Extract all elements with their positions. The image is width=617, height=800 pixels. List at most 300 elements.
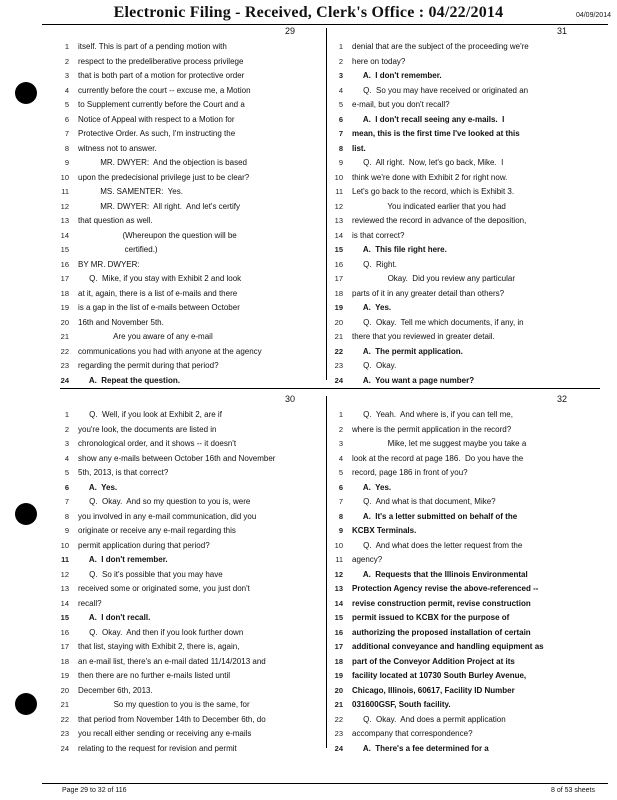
line-text: You indicated earlier that you had bbox=[352, 201, 506, 211]
line-text: regarding the permit during that period? bbox=[78, 361, 219, 370]
line-number: 8 bbox=[64, 143, 69, 153]
line-number: 5 bbox=[64, 468, 69, 477]
line-text: Protection Agency revise the above-referenced -- bbox=[352, 584, 539, 593]
transcript-line bbox=[55, 611, 317, 626]
transcript-line bbox=[55, 640, 317, 655]
line-text: witness not to answer. bbox=[78, 143, 157, 153]
line-text: an e-mail list, there's an e-mail dated 11/14/2013 and bbox=[78, 656, 266, 666]
transcript-line bbox=[55, 466, 317, 481]
line-text: facility located at 10730 South Burley Avenue, bbox=[352, 671, 527, 680]
line-number: 20 bbox=[334, 685, 343, 695]
line-number: 10 bbox=[60, 172, 69, 182]
line-number: 14 bbox=[60, 230, 69, 240]
transcript-line bbox=[329, 316, 591, 331]
line-text: A. Requests that the Illinois Environmental bbox=[352, 569, 528, 579]
transcript-line bbox=[329, 611, 591, 626]
transcript-line bbox=[329, 127, 591, 142]
transcript-line bbox=[329, 452, 591, 467]
line-text: Q. Okay. And so my question to you is, were bbox=[78, 497, 251, 506]
line-number: 18 bbox=[60, 288, 69, 298]
line-number: 19 bbox=[60, 671, 69, 680]
line-number: 19 bbox=[334, 303, 343, 312]
line-number: 12 bbox=[334, 201, 343, 211]
transcript-line bbox=[329, 640, 591, 655]
line-text: A. Yes. bbox=[352, 303, 392, 312]
line-number: 15 bbox=[334, 613, 343, 622]
line-number: 17 bbox=[334, 642, 343, 651]
line-number: 3 bbox=[338, 439, 343, 448]
line-text: think we're done with Exhibit 2 for right now. bbox=[352, 172, 508, 182]
transcript-lines bbox=[55, 40, 317, 388]
transcript-line bbox=[329, 40, 591, 55]
transcript-line bbox=[329, 330, 591, 345]
transcript-line bbox=[55, 171, 317, 186]
line-number: 23 bbox=[334, 361, 343, 370]
transcript-line bbox=[55, 55, 317, 70]
transcript-page-29 bbox=[55, 26, 317, 388]
transcript-line bbox=[55, 408, 317, 423]
line-text: Q. And what is that document, Mike? bbox=[352, 497, 496, 506]
line-number: 8 bbox=[338, 511, 343, 521]
line-text: that period from November 14th to December 6th, do bbox=[78, 714, 266, 724]
transcript-line bbox=[55, 713, 317, 728]
line-number: 13 bbox=[334, 216, 343, 225]
line-text: Notice of Appeal with respect to a Motion for bbox=[78, 114, 235, 124]
line-number: 1 bbox=[64, 410, 69, 419]
line-text: you're look, the documents are listed in bbox=[78, 424, 217, 434]
transcript-line bbox=[329, 200, 591, 215]
line-text: Q. Okay. And then if you look further down bbox=[78, 627, 244, 637]
transcript-line bbox=[55, 742, 317, 757]
line-text: currently before the court -- excuse me, a Motion bbox=[78, 85, 251, 95]
line-text: look at the record at page 186. Do you have the bbox=[352, 453, 524, 463]
line-text: Q. Well, if you look at Exhibit 2, are if bbox=[78, 410, 222, 419]
transcript-line bbox=[329, 655, 591, 670]
transcript-line bbox=[329, 408, 591, 423]
line-number: 1 bbox=[338, 42, 343, 51]
line-text: A. I don't remember. bbox=[78, 555, 168, 564]
filing-stamp-header: Electronic Filing - Received, Clerk's Office : 04/22/2014 bbox=[113, 4, 504, 21]
line-number: 18 bbox=[334, 656, 343, 666]
line-text: Q. Right. bbox=[352, 259, 397, 269]
footer-sheet-count: 8 of 53 sheets bbox=[551, 787, 595, 794]
line-number: 13 bbox=[60, 216, 69, 225]
line-text: A. It's a letter submitted on behalf of the bbox=[352, 511, 518, 521]
binder-hole bbox=[15, 503, 37, 525]
line-number: 13 bbox=[60, 584, 69, 593]
transcript-lines bbox=[55, 408, 317, 756]
transcript-line bbox=[55, 200, 317, 215]
line-number: 7 bbox=[338, 497, 343, 506]
transcript-line bbox=[329, 713, 591, 728]
line-text: show any e-mails between October 16th and November bbox=[78, 453, 276, 463]
line-text: permit application during that period? bbox=[78, 540, 210, 550]
line-text: reviewed the record in advance of the deposition, bbox=[352, 216, 527, 225]
line-text: that question as well. bbox=[78, 216, 153, 225]
transcript-line bbox=[329, 243, 591, 258]
line-text: A. You want a page number? bbox=[352, 375, 475, 385]
line-text: Q. So it's possible that you may have bbox=[78, 569, 223, 579]
line-text: Okay. Did you review any particular bbox=[352, 274, 516, 283]
transcript-line bbox=[55, 669, 317, 684]
transcript-line bbox=[55, 40, 317, 55]
line-number: 22 bbox=[60, 714, 69, 724]
transcript-line bbox=[55, 582, 317, 597]
line-text: So my question to you is the same, for bbox=[78, 700, 250, 709]
line-text: you involved in any e-mail communication, did you bbox=[78, 511, 257, 521]
line-number: 11 bbox=[61, 187, 69, 196]
line-text: KCBX Terminals. bbox=[352, 526, 417, 535]
line-text: upon the predecisional privilege just to be clear? bbox=[78, 172, 250, 182]
line-number: 9 bbox=[338, 158, 343, 167]
transcript-line bbox=[329, 345, 591, 360]
line-number: 19 bbox=[334, 671, 343, 680]
line-text: 16th and November 5th. bbox=[78, 317, 164, 327]
transcript-page-32 bbox=[329, 394, 591, 756]
line-text: Q. Okay. Tell me which documents, if any, in bbox=[352, 317, 524, 327]
transcript-line bbox=[55, 727, 317, 742]
line-number: 12 bbox=[334, 569, 343, 579]
transcript-line bbox=[329, 301, 591, 316]
line-number: 22 bbox=[60, 346, 69, 356]
transcript-line bbox=[55, 510, 317, 525]
transcript-lines bbox=[329, 408, 591, 756]
line-text: A. I don't recall seeing any e-mails. I bbox=[352, 114, 505, 124]
line-number: 24 bbox=[60, 743, 69, 753]
transcript-line bbox=[329, 258, 591, 273]
bottom-border bbox=[42, 783, 608, 784]
line-number: 24 bbox=[334, 375, 343, 385]
line-number: 5 bbox=[64, 100, 69, 109]
line-number: 5 bbox=[338, 468, 343, 477]
transcript-line bbox=[55, 98, 317, 113]
transcript-line bbox=[55, 142, 317, 157]
transcript-line bbox=[329, 437, 591, 452]
line-number: 16 bbox=[334, 259, 343, 269]
line-text: MS. SAMENTER: Yes. bbox=[78, 187, 183, 196]
line-number: 4 bbox=[64, 453, 69, 463]
line-number: 20 bbox=[334, 317, 343, 327]
line-text: December 6th, 2013. bbox=[78, 685, 153, 695]
transcript-line bbox=[329, 423, 591, 438]
line-text: Are you aware of any e-mail bbox=[78, 332, 213, 341]
transcript-line bbox=[55, 316, 317, 331]
line-text: part of the Conveyor Addition Project at its bbox=[352, 656, 515, 666]
line-number: 9 bbox=[64, 526, 69, 535]
transcript-line bbox=[55, 272, 317, 287]
line-number: 16 bbox=[60, 259, 69, 269]
binder-hole bbox=[15, 82, 37, 104]
transcript-line bbox=[55, 345, 317, 360]
column-divider-top bbox=[326, 28, 327, 380]
transcript-line bbox=[55, 185, 317, 200]
transcript-line bbox=[329, 287, 591, 302]
line-text: A. Repeat the question. bbox=[78, 375, 180, 385]
line-text: MR. DWYER: And the objection is based bbox=[78, 158, 247, 167]
line-number: 14 bbox=[334, 598, 343, 608]
transcript-line bbox=[55, 243, 317, 258]
transcript-line bbox=[55, 127, 317, 142]
line-number: 21 bbox=[334, 332, 343, 341]
line-text: A. Yes. bbox=[352, 482, 392, 492]
transcript-line bbox=[55, 69, 317, 84]
line-number: 14 bbox=[334, 230, 343, 240]
line-number: 6 bbox=[338, 114, 343, 124]
line-text: A. The permit application. bbox=[352, 346, 463, 356]
line-text: Q. So you may have received or originated an bbox=[352, 85, 529, 95]
line-text: that is both part of a motion for protective order bbox=[78, 71, 245, 80]
line-number: 15 bbox=[334, 245, 343, 254]
transcript-line bbox=[329, 553, 591, 568]
transcript-line bbox=[55, 287, 317, 302]
transcript-line bbox=[329, 69, 591, 84]
line-number: 3 bbox=[338, 71, 343, 80]
line-number: 15 bbox=[60, 613, 69, 622]
transcript-line bbox=[55, 301, 317, 316]
line-number: 6 bbox=[64, 482, 69, 492]
transcript-line bbox=[55, 655, 317, 670]
transcript-line bbox=[329, 742, 591, 757]
transcript-line bbox=[55, 539, 317, 554]
line-number: 20 bbox=[60, 685, 69, 695]
transcript-line bbox=[329, 669, 591, 684]
line-number: 13 bbox=[334, 584, 343, 593]
line-text: (Whereupon the question will be bbox=[78, 230, 237, 240]
transcript-line bbox=[329, 684, 591, 699]
transcript-line bbox=[55, 524, 317, 539]
line-text: permit issued to KCBX for the purpose of bbox=[352, 613, 510, 622]
transcript-line bbox=[55, 684, 317, 699]
transcript-line bbox=[55, 359, 317, 374]
transcript-line bbox=[329, 84, 591, 99]
transcript-line bbox=[329, 214, 591, 229]
line-number: 4 bbox=[338, 85, 343, 95]
transcript-line bbox=[329, 481, 591, 496]
line-text: Q. Mike, if you stay with Exhibit 2 and look bbox=[78, 274, 242, 283]
line-number: 2 bbox=[64, 424, 69, 434]
line-text: denial that are the subject of the proceeding we're bbox=[352, 42, 529, 51]
line-text: Q. Yeah. And where is, if you can tell me, bbox=[352, 410, 513, 419]
line-text: at it, again, there is a list of e-mails and there bbox=[78, 288, 238, 298]
line-text: is that correct? bbox=[352, 230, 405, 240]
line-text: record, page 186 in front of you? bbox=[352, 468, 468, 477]
page-number: 31 bbox=[557, 26, 568, 36]
line-text: A. Yes. bbox=[78, 482, 118, 492]
transcript-line bbox=[55, 568, 317, 583]
line-text: revise construction permit, revise construction bbox=[352, 598, 531, 608]
transcript-line bbox=[329, 568, 591, 583]
transcript-line bbox=[329, 510, 591, 525]
line-number: 14 bbox=[60, 598, 69, 608]
line-text: Let's go back to the record, which is Exhibit 3. bbox=[352, 187, 515, 196]
page-number: 30 bbox=[285, 394, 296, 404]
transcript-line bbox=[55, 84, 317, 99]
line-number: 12 bbox=[60, 201, 69, 211]
transcript-line bbox=[55, 374, 317, 389]
transcript-line bbox=[329, 597, 591, 612]
transcript-line bbox=[329, 466, 591, 481]
transcript-line bbox=[329, 229, 591, 244]
top-border bbox=[42, 24, 608, 25]
line-number: 22 bbox=[334, 714, 343, 724]
line-number: 8 bbox=[338, 143, 343, 153]
transcript-page-31 bbox=[329, 26, 591, 388]
line-text: certified.) bbox=[78, 245, 158, 254]
line-number: 21 bbox=[60, 700, 69, 709]
line-text: there that you reviewed in greater detail. bbox=[352, 332, 495, 341]
line-text: is a gap in the list of e-mails between October bbox=[78, 303, 240, 312]
line-number: 4 bbox=[64, 85, 69, 95]
line-number: 11 bbox=[335, 555, 343, 564]
transcript-line bbox=[329, 185, 591, 200]
line-number: 18 bbox=[60, 656, 69, 666]
line-text: list. bbox=[352, 143, 366, 153]
line-number: 10 bbox=[60, 540, 69, 550]
line-text: 031600GSF, South facility. bbox=[352, 700, 451, 709]
line-text: itself. This is part of a pending motion with bbox=[78, 42, 227, 51]
line-text: agency? bbox=[352, 555, 383, 564]
line-number: 5 bbox=[338, 100, 343, 109]
line-number: 16 bbox=[60, 627, 69, 637]
line-number: 22 bbox=[334, 346, 343, 356]
transcript-line bbox=[55, 597, 317, 612]
line-text: here on today? bbox=[352, 56, 406, 66]
row-divider bbox=[60, 388, 600, 389]
line-number: 6 bbox=[64, 114, 69, 124]
line-text: Protective Order. As such, I'm instructing the bbox=[78, 129, 236, 138]
transcript-lines bbox=[329, 40, 591, 388]
line-number: 17 bbox=[60, 274, 69, 283]
transcript-line bbox=[329, 156, 591, 171]
line-number: 17 bbox=[334, 274, 343, 283]
line-text: Q. And what does the letter request from the bbox=[352, 540, 523, 550]
transcript-line bbox=[329, 727, 591, 742]
line-text: you recall either sending or receiving any e-mails bbox=[78, 729, 252, 738]
transcript-line bbox=[329, 272, 591, 287]
line-number: 9 bbox=[338, 526, 343, 535]
transcript-line bbox=[329, 374, 591, 389]
transcript-line bbox=[55, 452, 317, 467]
line-number: 9 bbox=[64, 158, 69, 167]
line-number: 1 bbox=[338, 410, 343, 419]
transcript-line bbox=[329, 539, 591, 554]
line-number: 24 bbox=[334, 743, 343, 753]
binder-hole bbox=[15, 693, 37, 715]
line-number: 23 bbox=[60, 361, 69, 370]
transcript-line bbox=[329, 626, 591, 641]
column-divider-bottom bbox=[326, 396, 327, 748]
line-number: 23 bbox=[60, 729, 69, 738]
line-number: 23 bbox=[334, 729, 343, 738]
transcript-line bbox=[55, 553, 317, 568]
transcript-line bbox=[329, 698, 591, 713]
line-text: accompany that correspondence? bbox=[352, 729, 473, 738]
line-number: 2 bbox=[338, 56, 343, 66]
line-number: 20 bbox=[60, 317, 69, 327]
transcript-line bbox=[55, 626, 317, 641]
line-number: 15 bbox=[60, 245, 69, 254]
line-number: 24 bbox=[60, 375, 69, 385]
transcript-line bbox=[329, 582, 591, 597]
line-text: originate or receive any e-mail regarding this bbox=[78, 526, 236, 535]
transcript-line bbox=[55, 495, 317, 510]
line-number: 8 bbox=[64, 511, 69, 521]
line-text: then there are no further e-mails listed until bbox=[78, 671, 231, 680]
line-text: authorizing the proposed installation of certain bbox=[352, 627, 531, 637]
transcript-line bbox=[329, 359, 591, 374]
transcript-line bbox=[329, 142, 591, 157]
transcript-line bbox=[329, 524, 591, 539]
line-number: 17 bbox=[60, 642, 69, 651]
line-text: e-mail, but you don't recall? bbox=[352, 100, 450, 109]
line-number: 21 bbox=[60, 332, 69, 341]
transcript-line bbox=[55, 423, 317, 438]
transcript-line bbox=[55, 698, 317, 713]
transcript-line bbox=[329, 495, 591, 510]
transcript-line bbox=[55, 229, 317, 244]
line-number: 2 bbox=[338, 424, 343, 434]
line-number: 12 bbox=[60, 569, 69, 579]
transcript-line bbox=[329, 98, 591, 113]
line-number: 7 bbox=[64, 129, 69, 138]
line-number: 7 bbox=[64, 497, 69, 506]
line-number: 3 bbox=[64, 71, 69, 80]
line-number: 4 bbox=[338, 453, 343, 463]
line-text: mean, this is the first time I've looked at this bbox=[352, 129, 520, 138]
line-number: 3 bbox=[64, 439, 69, 448]
line-number: 18 bbox=[334, 288, 343, 298]
line-text: respect to the predeliberative process privilege bbox=[78, 56, 244, 66]
transcript-line bbox=[55, 156, 317, 171]
line-text: received some or originated some, you just don't bbox=[78, 584, 250, 593]
line-number: 10 bbox=[334, 172, 343, 182]
transcript-line bbox=[55, 437, 317, 452]
line-text: MR. DWYER: All right. And let's certify bbox=[78, 201, 241, 211]
line-number: 19 bbox=[60, 303, 69, 312]
header-date: 04/09/2014 bbox=[575, 12, 611, 19]
line-text: recall? bbox=[78, 598, 102, 608]
line-text: Q. All right. Now, let's go back, Mike. I bbox=[352, 158, 504, 167]
transcript-line bbox=[55, 214, 317, 229]
transcript-line bbox=[329, 171, 591, 186]
line-text: A. There's a fee determined for a bbox=[352, 743, 489, 753]
line-text: A. This file right here. bbox=[352, 245, 447, 254]
line-text: chronological order, and it shows -- it doesn't bbox=[78, 439, 237, 448]
page-number: 29 bbox=[285, 26, 296, 36]
line-number: 2 bbox=[64, 56, 69, 66]
transcript-line bbox=[55, 258, 317, 273]
line-text: where is the permit application in the record? bbox=[352, 424, 512, 434]
line-text: A. I don't remember. bbox=[352, 71, 442, 80]
transcript-line bbox=[329, 113, 591, 128]
line-text: Mike, let me suggest maybe you take a bbox=[352, 439, 527, 448]
footer-page-range: Page 29 to 32 of 116 bbox=[62, 787, 127, 794]
line-number: 11 bbox=[61, 555, 69, 564]
line-text: additional conveyance and handling equipment as bbox=[352, 642, 544, 651]
line-text: relating to the request for revision and permit bbox=[78, 743, 237, 753]
page-number: 32 bbox=[557, 394, 568, 404]
transcript-line bbox=[55, 330, 317, 345]
line-text: 5th, 2013, is that correct? bbox=[78, 468, 169, 477]
line-number: 10 bbox=[334, 540, 343, 550]
line-number: 16 bbox=[334, 627, 343, 637]
transcript-line bbox=[55, 481, 317, 496]
line-text: communications you had with anyone at the agency bbox=[78, 346, 262, 356]
line-text: that list, staying with Exhibit 2, there is, again, bbox=[78, 642, 240, 651]
transcript-line bbox=[55, 113, 317, 128]
line-number: 6 bbox=[338, 482, 343, 492]
line-number: 7 bbox=[338, 129, 343, 138]
